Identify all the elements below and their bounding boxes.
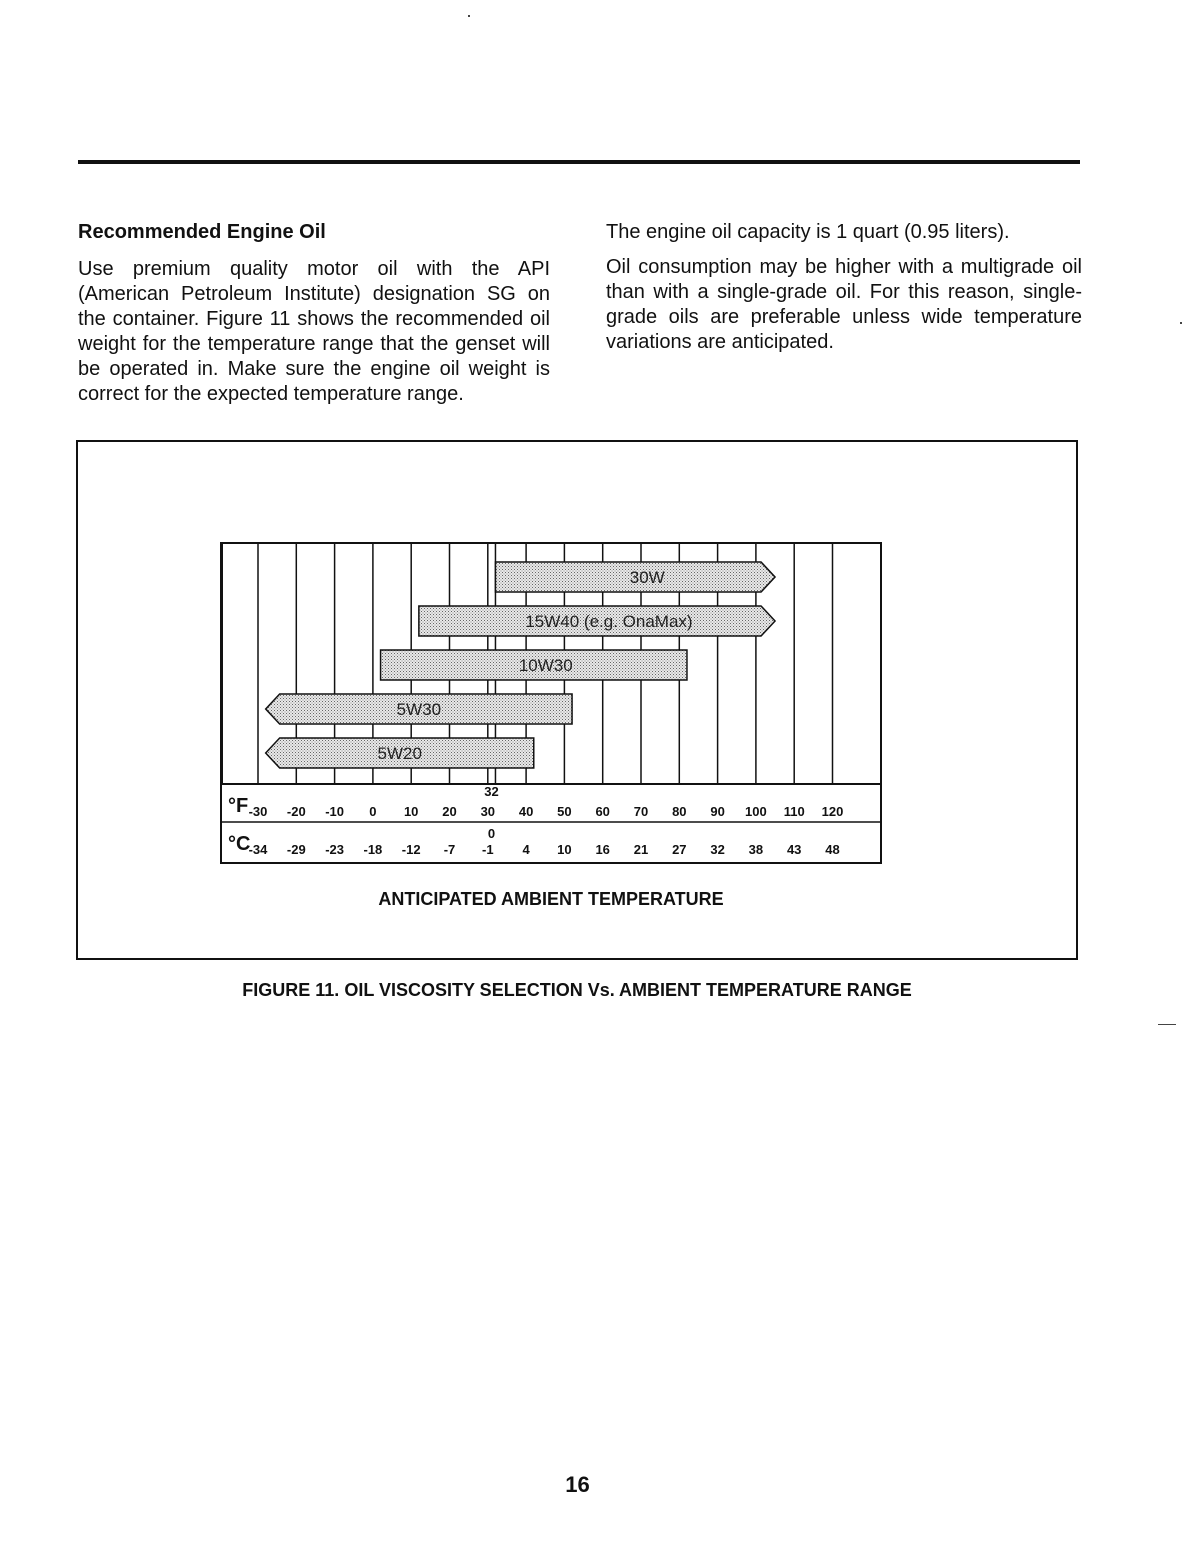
fahrenheit-tick-label: 120	[821, 804, 844, 819]
left-column	[78, 220, 550, 417]
axis-title: ANTICIPATED AMBIENT TEMPERATURE	[378, 889, 724, 909]
right-column	[606, 220, 1082, 365]
celsius-tick-label: -12	[401, 842, 421, 857]
viscosity-bar-label: 10W30	[518, 656, 573, 675]
fahrenheit-unit-label: °F	[228, 795, 249, 817]
fahrenheit-tick-label: 0	[369, 804, 377, 819]
fahrenheit-tick-label: -10	[325, 804, 344, 819]
fahrenheit-tick-label: 80	[672, 804, 687, 819]
oil-consumption-paragraph: Oil consumption may be higher with a multigrade oil than with a single-grade oil. For this reason, single-grade oils are preferable unless wide temperature variations are anticipated.	[606, 256, 1082, 353]
fahrenheit-tick-label: 90	[710, 804, 725, 819]
viscosity-bar-label: 15W40 (e.g. OnaMax)	[525, 612, 693, 631]
celsius-tick-label: -7	[443, 842, 456, 857]
fahrenheit-tick-label: 70	[633, 804, 649, 819]
celsius-tick-label: 48	[825, 842, 840, 857]
fahrenheit-tick-label: 100	[745, 804, 767, 819]
fahrenheit-tick-label: 40	[518, 804, 534, 819]
celsius-tick-label: 10	[557, 842, 572, 857]
fahrenheit-tick-label: 20	[442, 804, 457, 819]
page-number: 16	[565, 1472, 590, 1497]
celsius-tick-label: 21	[633, 842, 649, 857]
left-paragraph: Use premium quality motor oil with the API (American Petroleum Institute) designation SG on the container. Figure 11 shows the recommended oil weight for the temperature range that the genset will be operated in. Make sure the engine oil weight is correct for the expected temperature range.	[78, 258, 550, 405]
viscosity-bar-label: 5W20	[377, 744, 422, 763]
celsius-tick-label: -34	[248, 842, 268, 857]
oil-viscosity-chart	[220, 542, 882, 864]
scan-speck	[1180, 322, 1182, 324]
viscosity-bar-label: 30W	[629, 568, 665, 587]
oil-capacity-paragraph: The engine oil capacity is 1 quart (0.95 liters).	[606, 221, 1010, 243]
celsius-tick-label: -29	[286, 842, 306, 857]
scan-speck	[468, 15, 470, 17]
celsius-tick-label: 43	[786, 842, 802, 857]
freezing-c-label: 0	[487, 826, 496, 841]
celsius-tick-label: -23	[325, 842, 344, 857]
celsius-tick-label: -18	[363, 842, 383, 857]
figure-caption: FIGURE 11. OIL VISCOSITY SELECTION Vs. AMBIENT TEMPERATURE RANGE	[242, 980, 912, 1000]
viscosity-bar-label: 5W30	[396, 700, 442, 719]
fahrenheit-tick-label: 30	[480, 804, 496, 819]
scan-mark	[1158, 1024, 1176, 1025]
celsius-tick-label: -1	[482, 842, 494, 857]
celsius-tick-label: 32	[710, 842, 725, 857]
header-rule	[78, 160, 1080, 164]
section-heading: Recommended Engine Oil	[78, 221, 326, 243]
celsius-unit-label: °C	[228, 833, 251, 855]
fahrenheit-tick-label: -30	[248, 804, 268, 819]
fahrenheit-tick-label: -20	[286, 804, 306, 819]
fahrenheit-tick-label: 110	[783, 804, 805, 819]
fahrenheit-tick-label: 60	[595, 804, 610, 819]
fahrenheit-tick-label: 50	[557, 804, 572, 819]
celsius-tick-label: 27	[672, 842, 687, 857]
freezing-f-label: 32	[484, 784, 499, 799]
celsius-tick-label: 38	[748, 842, 764, 857]
celsius-tick-label: 16	[595, 842, 610, 857]
celsius-tick-label: 4	[522, 842, 530, 857]
fahrenheit-tick-label: 10	[403, 804, 419, 819]
